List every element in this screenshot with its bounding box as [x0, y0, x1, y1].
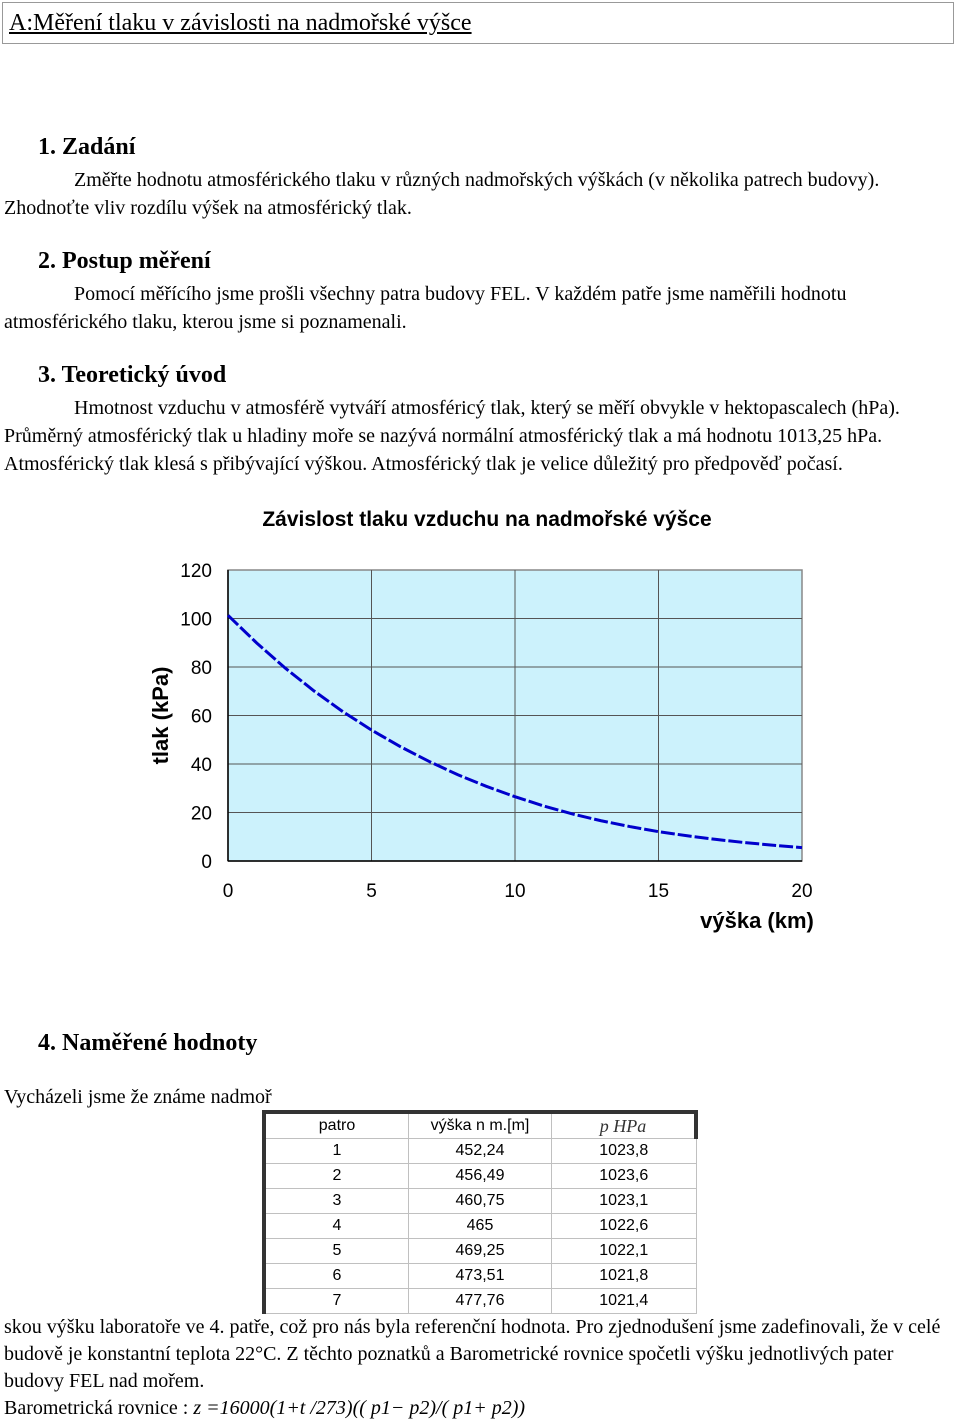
table-header-patro: patro [264, 1112, 409, 1139]
table-cell: 465 [409, 1214, 552, 1239]
chart-y-tick-label: 60 [190, 706, 212, 728]
table-cell: 460,75 [409, 1189, 552, 1214]
table-cell: 452,24 [409, 1139, 552, 1164]
table-header-row [264, 1112, 696, 1139]
table-header-vyska: výška n m.[m] [409, 1112, 552, 1139]
table-cell: 1022,1 [552, 1239, 697, 1264]
table-cell: 4 [264, 1214, 409, 1239]
table-cell: 1023,8 [552, 1139, 697, 1164]
table-cell: 1023,1 [552, 1189, 697, 1214]
chart-y-tick-label: 40 [190, 755, 212, 776]
table-row [264, 1189, 696, 1214]
chart-y-tick-label: 20 [190, 803, 212, 825]
outro-paragraph: skou výšku laboratoře ve 4. patře, což pro nás byla referenční hodnota. Pro zjednodušení jsme zadefinovali, že v celé budově je konstantní teplota 22°C. Z těchto poznatků a Barometrické rovnice spočetli výšku jednotlivých pater budovy FEL nad mořem. [4, 1316, 941, 1392]
section-heading-uvod: 3. Teoretický úvod [38, 362, 227, 388]
table-cell: 7 [264, 1289, 409, 1314]
chart-y-tick-label: 80 [190, 658, 212, 679]
table-cell: 5 [264, 1239, 409, 1264]
section-heading-hodnoty: 4. Naměřené hodnoty [38, 1030, 258, 1056]
table-row [264, 1239, 696, 1264]
measurements-table [262, 1110, 698, 1314]
table-cell: 1021,4 [552, 1289, 697, 1314]
section-heading-zadani: 1. Zadání [38, 134, 136, 160]
table-cell: 3 [264, 1189, 409, 1214]
table-row [264, 1289, 696, 1314]
chart-x-tick-label: 10 [504, 881, 526, 902]
chart-y-tick-label: 120 [180, 561, 212, 582]
section-text-postup: Pomocí měřícího jsme prošli všechny patra budovy FEL. V každém patře jsme naměřili hodnotu atmosférického tlaku, kterou jsme si poznamenali. [4, 283, 847, 333]
chart-x-tick-label: 15 [647, 881, 670, 902]
table-row [264, 1214, 696, 1239]
section-heading-postup: 2. Postup měření [38, 248, 211, 274]
table-cell: 477,76 [409, 1289, 552, 1314]
chart-xlabel: výška (km) [700, 908, 814, 933]
table-cell: 6 [264, 1264, 409, 1289]
document-title-box [2, 2, 954, 44]
section-text-zadani: Změřte hodnotu atmosférického tlaku v různých nadmořských výškách (v několika patrech budovy). Zhodnoťte vliv rozdílu výšek na atmosférický tlak. [4, 169, 880, 219]
barometric-formula: z =16000(1+t /273)(( p1− p2)/( p1+ p2)) [193, 1397, 526, 1419]
formula-label: Barometrická rovnice : [4, 1397, 189, 1419]
outro-text [4, 1314, 956, 1422]
chart-title: Závislost tlaku vzduchu na nadmořské výšce [262, 508, 712, 531]
table-row [264, 1164, 696, 1189]
table-row [264, 1139, 696, 1164]
table-header-pressure: p HPa [552, 1112, 697, 1139]
table-cell: 473,51 [409, 1264, 552, 1289]
chart-y-tick-label: 100 [180, 609, 212, 631]
table-cell: 1 [264, 1139, 409, 1164]
table-cell: 1022,6 [552, 1214, 697, 1239]
table-cell: 1021,8 [552, 1264, 697, 1289]
intro-text: Vycházeli jsme že známe nadmoř [4, 1086, 272, 1108]
chart-x-tick-label: 5 [366, 881, 377, 902]
chart-x-tick-label: 0 [222, 881, 234, 902]
document-title: A:Měření tlaku v závislosti na nadmořské výšce [9, 10, 472, 36]
table-cell: 456,49 [409, 1164, 552, 1189]
section-text-uvod: Hmotnost vzduchu v atmosférě vytváří atmosféricý tlak, který se měří obvykle v hektopascalech (hPa). Průměrný atmosférický tlak u hladiny moře se nazývá normální atmosférický tlak a má hodnotu 1013,25 hPa. Atmosférický tlak klesá s přibývající výškou. Atmosférický tlak je velice důležitý pro předpověď počasí. [4, 397, 900, 475]
table-cell: 469,25 [409, 1239, 552, 1264]
chart-ylabel: tlak (kPa) [148, 666, 173, 765]
table-cell: 1023,6 [552, 1164, 697, 1189]
table-cell: 2 [264, 1164, 409, 1189]
pressure-altitude-chart [140, 500, 830, 950]
table-row [264, 1264, 696, 1289]
chart-x-tick-label: 20 [791, 881, 813, 902]
chart-y-tick-label: 0 [201, 852, 212, 873]
